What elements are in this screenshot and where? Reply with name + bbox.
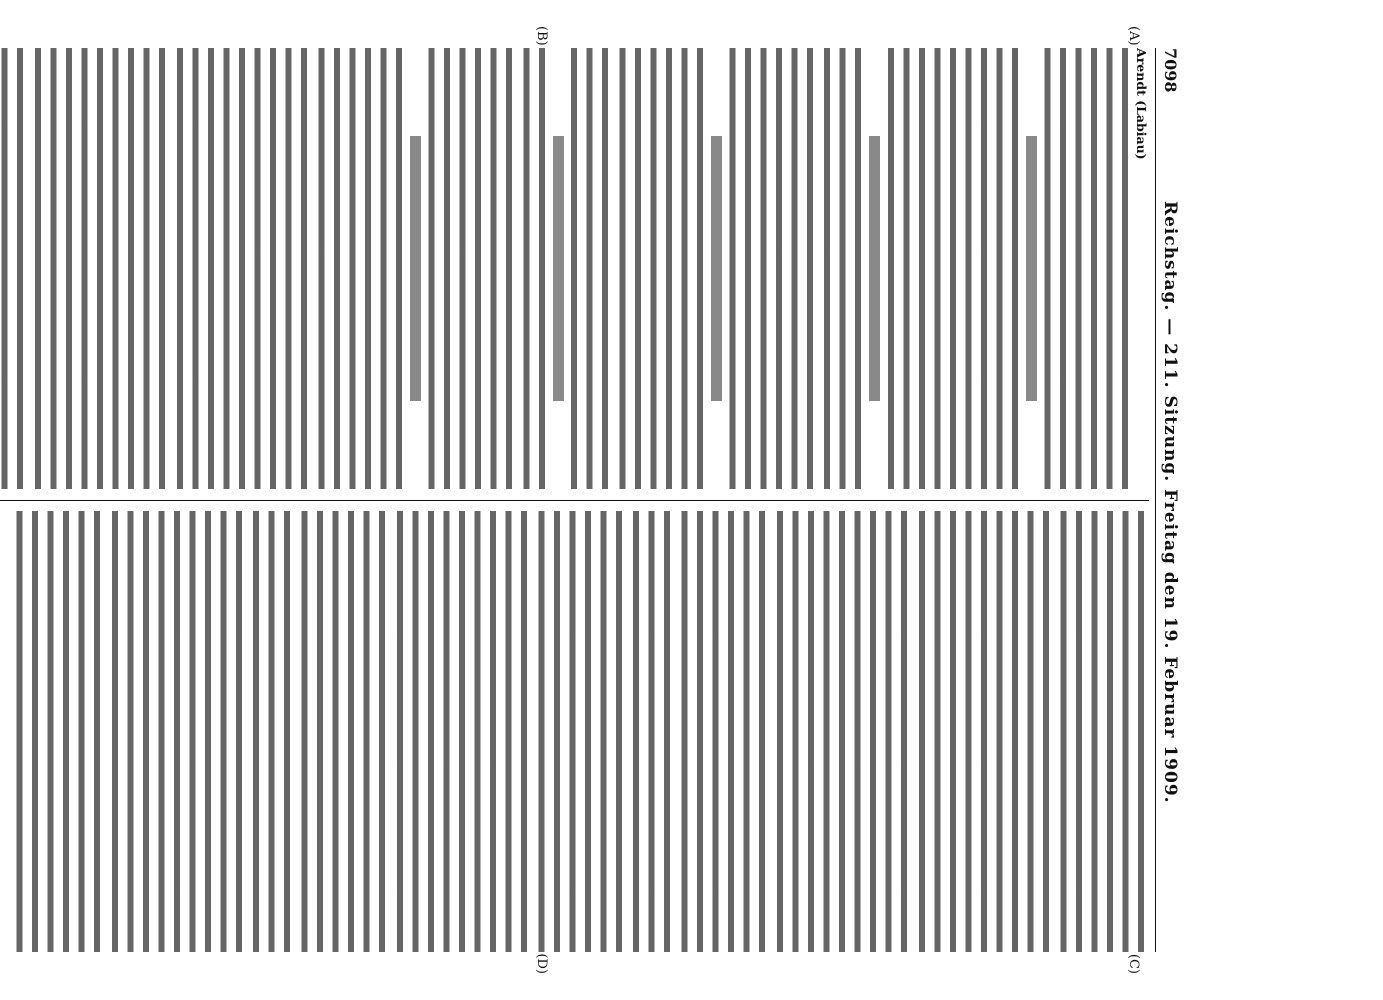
margin-letter-d: (D) [534,953,549,974]
paragraph [1056,511,1149,952]
interjection-note [411,136,422,401]
paragraph [914,511,1054,952]
interjection-note [554,136,565,401]
interjection-note [870,136,881,401]
paragraph [821,48,867,489]
speaker-line [1134,48,1150,489]
paragraph [629,511,675,952]
interjection-note [1027,136,1038,401]
page-header [1155,48,1180,952]
paragraph [425,48,518,489]
paragraph [107,511,247,952]
column-divider [0,500,1149,501]
paragraph [772,511,912,952]
paragraph [12,511,105,952]
paragraph [520,48,551,489]
paragraph [677,511,770,952]
paragraph [249,511,295,952]
paragraph [315,48,408,489]
paragraph [0,48,29,489]
paragraph [173,48,313,489]
paragraph [392,511,532,952]
paragraph [534,511,627,952]
interjection-note [712,136,723,401]
paragraph [297,511,390,952]
paragraph [616,48,709,489]
margin-letter-a: (A) [1126,26,1141,46]
paragraph [1041,48,1134,489]
paragraph [726,48,819,489]
margin-letter-b: (B) [534,26,549,46]
page-number: 7098 [1161,48,1180,93]
page-title: Reichstag. — 211. Sitzung. Freitag den 19. Februar 1909. [1160,200,1180,804]
document-page [0,20,1190,980]
left-column [0,26,1149,489]
margin-letter-c: (C) [1126,953,1141,974]
paragraph [31,48,171,489]
paragraph [568,48,614,489]
right-column [0,511,1149,974]
speaker-name: Arendt (Labiau) [1134,48,1149,160]
paragraph [884,48,1024,489]
text-columns [0,26,1149,974]
